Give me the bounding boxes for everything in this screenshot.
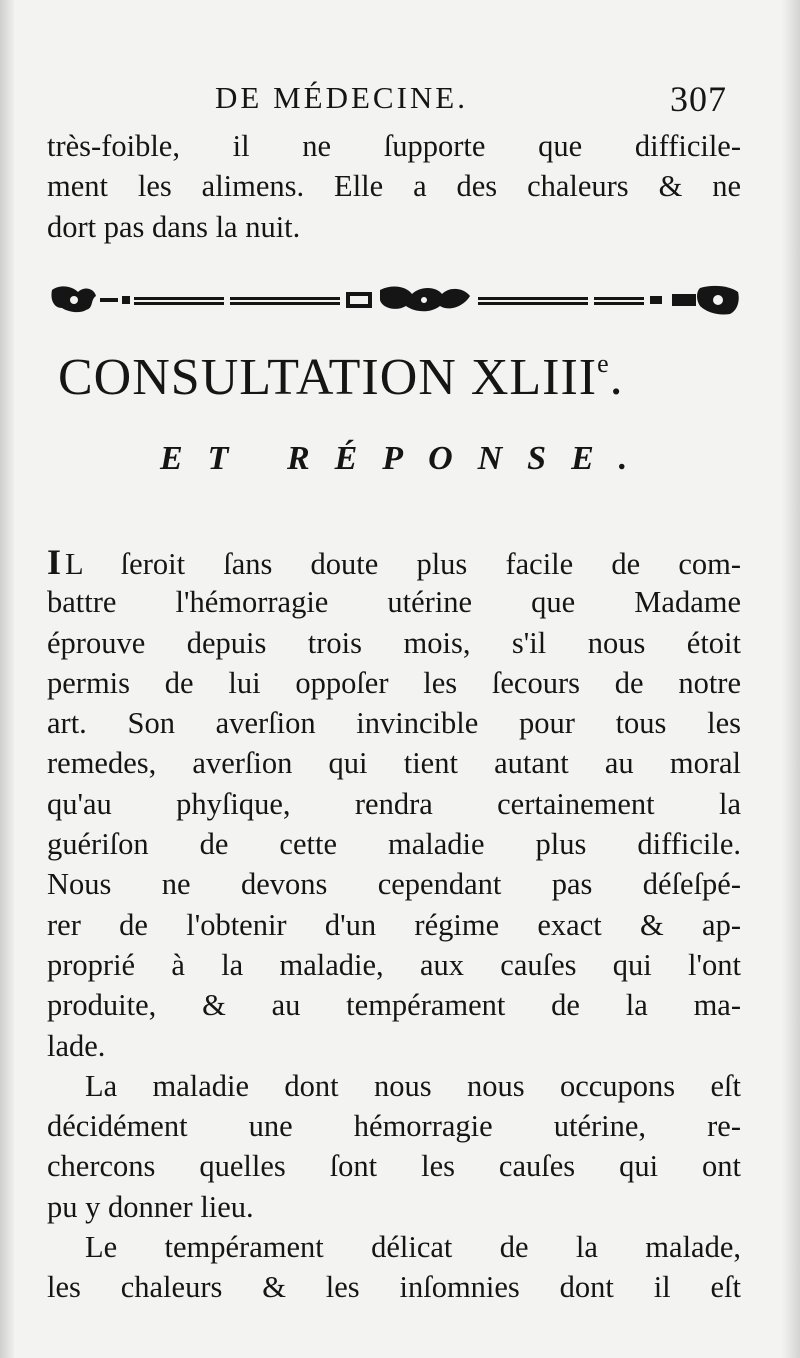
text-line: proprié à la maladie, aux cauſes qui l'ont xyxy=(47,947,741,982)
text-line: décidément une hémorragie utérine, re- xyxy=(47,1109,741,1144)
text-line: très-foible, il ne ſupporte que difficile- xyxy=(47,129,741,163)
text-line: éprouve depuis trois mois, s'il nous étoit xyxy=(47,625,741,660)
page-edge-left xyxy=(0,0,14,1358)
text-line: guériſon de cette maladie plus difficile. xyxy=(47,827,741,862)
text-line: battre l'hémorragie utérine que Madame xyxy=(47,585,741,620)
title-period: . xyxy=(609,349,624,406)
text-line: remedes, averſion qui tient autant au moral xyxy=(47,746,741,781)
running-head: DE MÉDECINE. xyxy=(215,80,468,115)
text-line-first xyxy=(47,542,741,582)
first-line-text: L ſeroit ſans doute plus facile de com- xyxy=(65,547,741,581)
decorative-rule-ornament xyxy=(50,282,740,318)
text-line: dort pas dans la nuit. xyxy=(47,209,301,244)
text-line: La maladie dont nous nous occupons eſt xyxy=(85,1068,741,1103)
text-line: qu'au phyſique, rendra certainement la xyxy=(47,786,741,821)
drop-cap: I xyxy=(47,542,62,582)
text-line: pu y donner lieu. xyxy=(47,1189,254,1224)
page-header xyxy=(0,78,800,122)
title-superscript: e xyxy=(597,349,610,378)
response-body xyxy=(47,542,741,1308)
consultation-title xyxy=(58,348,748,407)
text-line: permis de lui oppoſer les ſecours de notre xyxy=(47,665,741,700)
text-line: art. Son averſion invincible pour tous les xyxy=(47,706,741,741)
text-line: Le tempérament délicat de la malade, xyxy=(85,1230,741,1265)
page-edge-right xyxy=(782,0,800,1358)
text-line: les chaleurs & les inſomnies dont il eſt xyxy=(47,1270,741,1305)
text-line: ment les alimens. Elle a des chaleurs & ne xyxy=(47,169,741,204)
text-line: Nous ne devons cependant pas déſeſpé- xyxy=(47,867,741,902)
continued-paragraph xyxy=(47,126,741,247)
subtitle-reponse: ET RÉPONSE. xyxy=(160,440,653,477)
title-main: CONSULTATION XLIII xyxy=(58,349,598,406)
text-line: rer de l'obtenir d'un régime exact & ap- xyxy=(47,907,741,942)
text-line: chercons quelles ſont les cauſes qui ont xyxy=(47,1149,741,1184)
page-number: 307 xyxy=(670,79,727,119)
text-line: produite, & au tempérament de la ma- xyxy=(47,988,741,1023)
text-line: lade. xyxy=(47,1028,106,1063)
